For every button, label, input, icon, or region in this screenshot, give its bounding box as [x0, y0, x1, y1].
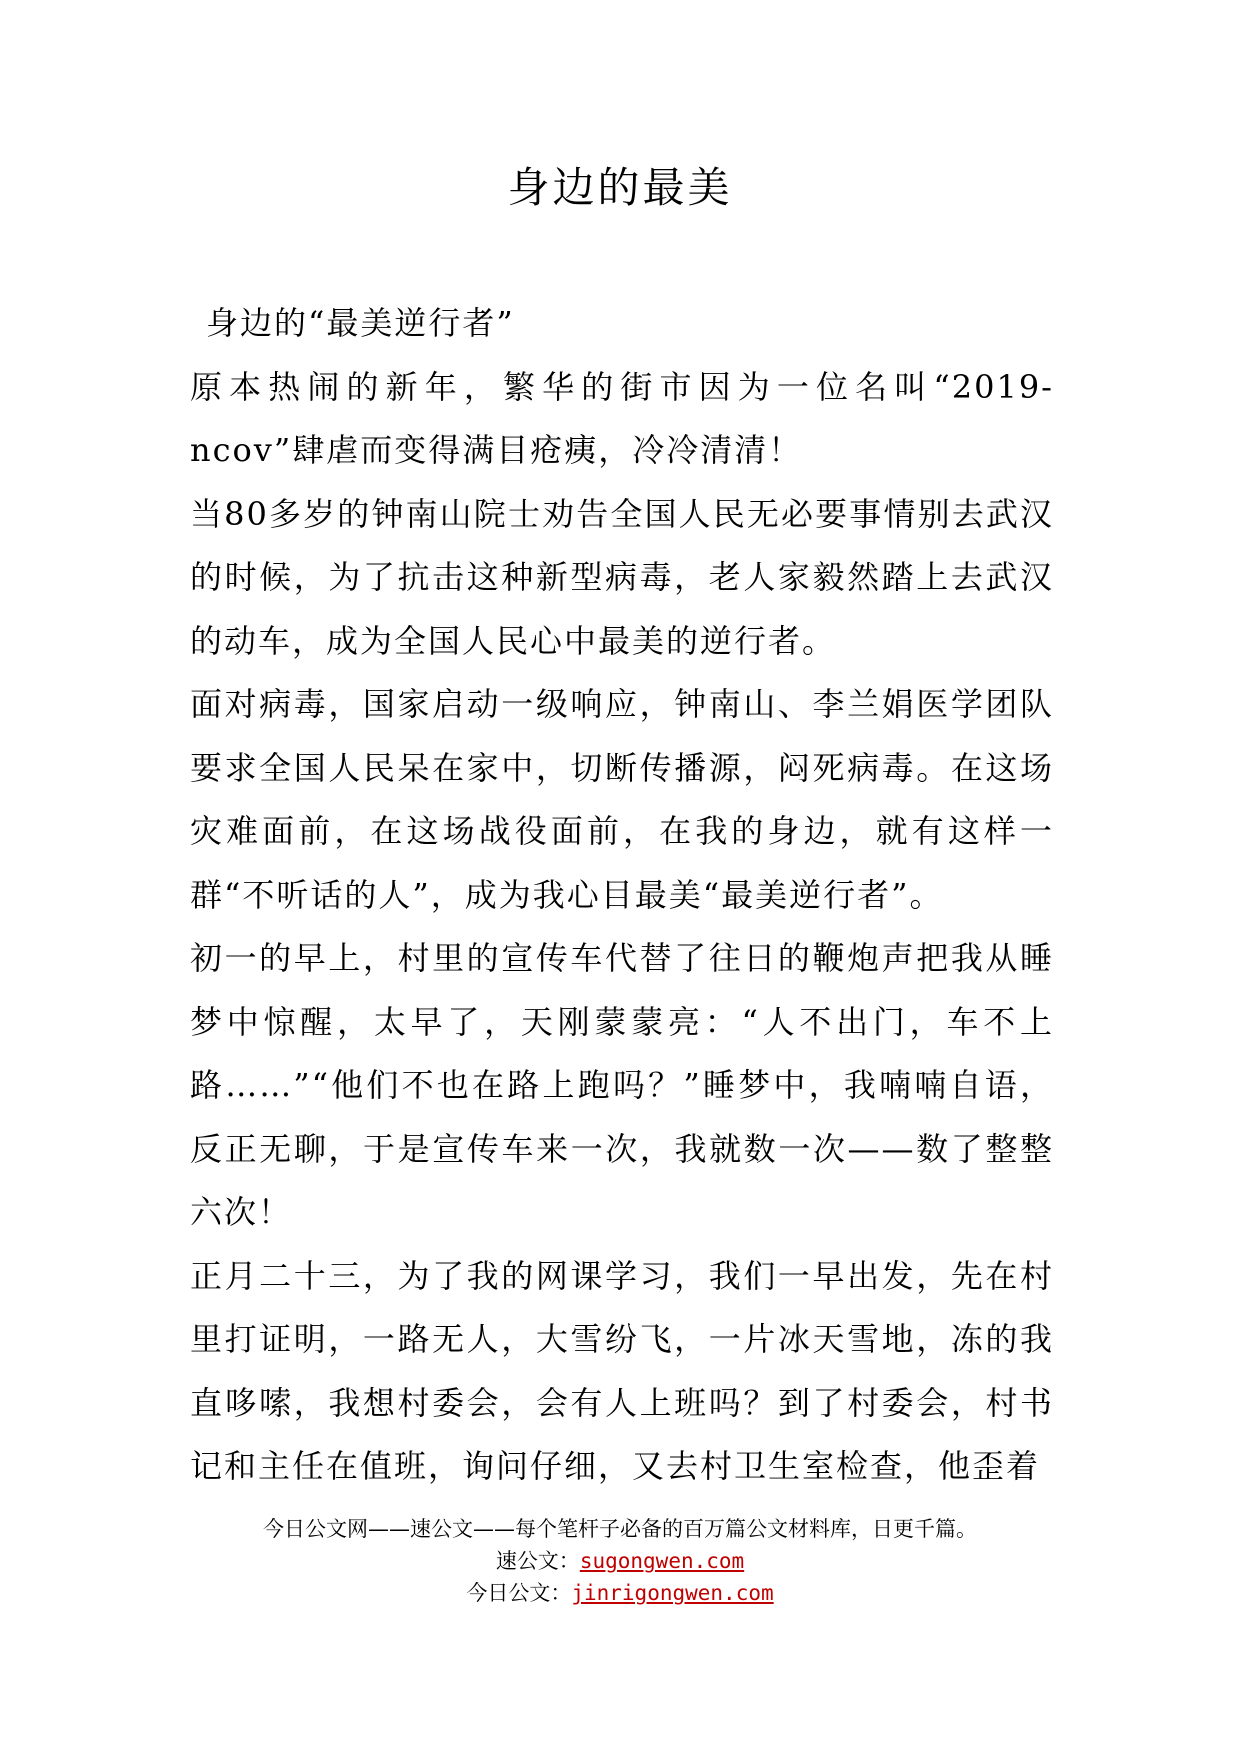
paragraph: 面对病毒，国家启动一级响应，钟南山、李兰娟医学团队要求全国人民呆在家中，切断传播源，闷死病毒。在这场灾难面前，在这场战役面前，在我的身边，就有这样一群“不听话的人”，成为我心目最美“最美逆行者”。 — [190, 685, 1054, 914]
paragraph: 当80多岁的钟南山院士劝告全国人民无必要事情别去武汉的时候，为了抗击这种新型病毒，老人家毅然踏上去武汉的动车，成为全国人民心中最美的逆行者。 — [190, 494, 1054, 660]
page-footer — [0, 1513, 1240, 1609]
paragraph: 原本热闹的新年，繁华的街市因为一位名叫“2019-ncov”肆虐而变得满目疮痍，冷冷清清！ — [190, 367, 1054, 469]
page-title: 身边的最美 — [507, 163, 733, 212]
article-subtitle: 身边的“最美逆行者” — [206, 304, 515, 342]
footer-jinrigongwen-line — [0, 1577, 1240, 1609]
jinrigongwen-link[interactable]: jinrigongwen.com — [571, 1581, 774, 1605]
footer-sugongwen-line — [0, 1545, 1240, 1577]
paragraph: 正月二十三，为了我的网课学习，我们一早出发，先在村里打证明，一路无人，大雪纷飞，一片冰天雪地，冻的我直哆嗦，我想村委会，会有人上班吗？到了村委会，村书记和主任在值班，询问仔细，又去村卫生室检查，他歪着 — [190, 1256, 1054, 1485]
footer-slogan: 今日公文网——速公文——每个笔杆子必备的百万篇公文材料库，日更千篇。 — [263, 1517, 977, 1541]
footer-sugongwen-label: 速公文： — [495, 1549, 580, 1573]
footer-jinrigongwen-label: 今日公文： — [466, 1581, 572, 1605]
paragraph: 初一的早上，村里的宣传车代替了往日的鞭炮声把我从睡梦中惊醒，太早了，天刚蒙蒙亮：“人不出门，车不上路……”“他们不也在路上跑吗？”睡梦中，我喃喃自语，反正无聊，于是宣传车来一次，我就数一次——数了整整六次！ — [190, 939, 1054, 1231]
article-body — [190, 292, 1054, 1499]
sugongwen-link[interactable]: sugongwen.com — [579, 1549, 745, 1573]
